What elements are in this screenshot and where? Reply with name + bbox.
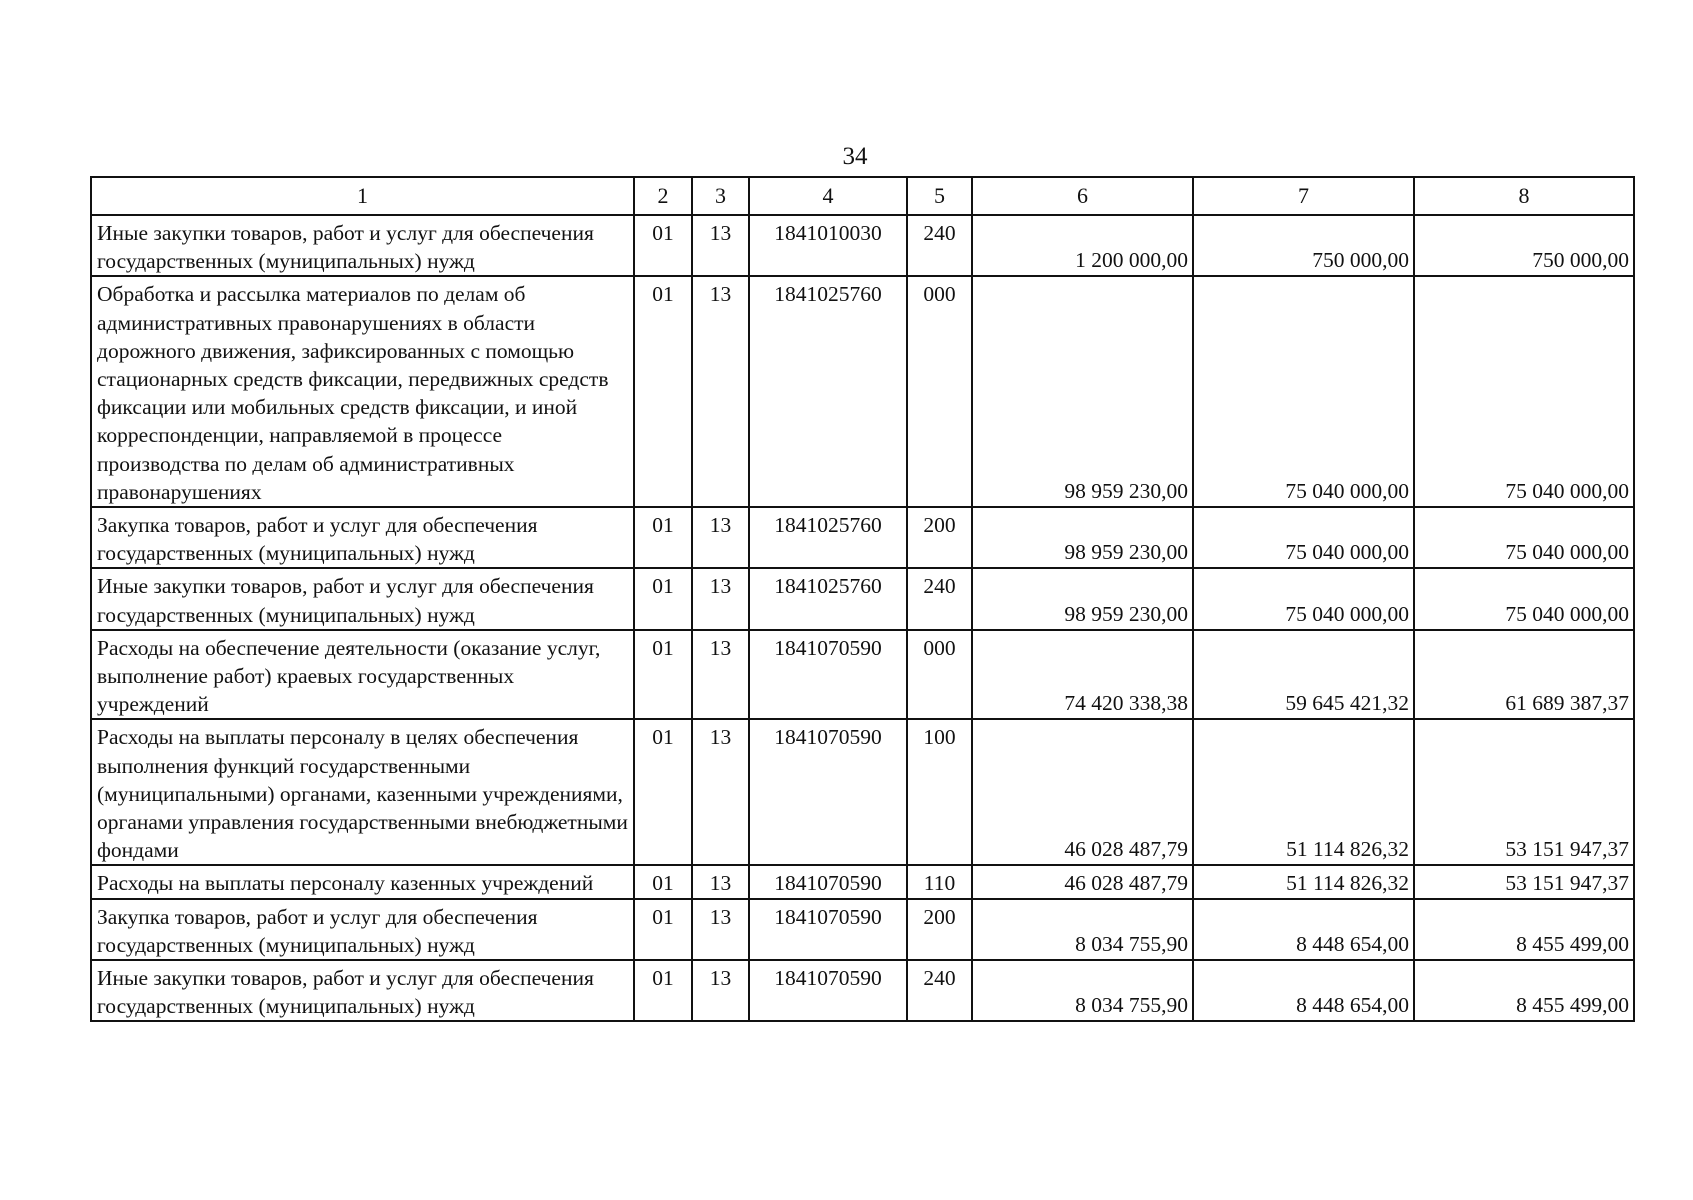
expense-name: Иные закупки товаров, работ и услуг для обеспечения государственных (муниципальных) нужд <box>91 960 634 1021</box>
amount-col6: 8 034 755,90 <box>972 960 1193 1021</box>
section-code: 01 <box>634 507 692 568</box>
table-row <box>91 568 1634 629</box>
amount-col7: 750 000,00 <box>1193 215 1414 276</box>
subsection-code: 13 <box>692 865 749 898</box>
section-code: 01 <box>634 276 692 507</box>
target-article-code: 1841025760 <box>749 276 907 507</box>
table-row <box>91 899 1634 960</box>
target-article-code: 1841070590 <box>749 960 907 1021</box>
amount-col6: 1 200 000,00 <box>972 215 1193 276</box>
amount-col6: 98 959 230,00 <box>972 568 1193 629</box>
amount-col8: 8 455 499,00 <box>1414 899 1634 960</box>
section-code: 01 <box>634 630 692 720</box>
subsection-code: 13 <box>692 568 749 629</box>
amount-col6: 46 028 487,79 <box>972 865 1193 898</box>
expense-name: Закупка товаров, работ и услуг для обеспечения государственных (муниципальных) нужд <box>91 507 634 568</box>
target-article-code: 1841025760 <box>749 568 907 629</box>
table-row <box>91 719 1634 865</box>
target-article-code: 1841070590 <box>749 899 907 960</box>
table-row <box>91 507 1634 568</box>
table-row <box>91 960 1634 1021</box>
expense-name: Расходы на выплаты персоналу казенных учреждений <box>91 865 634 898</box>
table-row <box>91 630 1634 720</box>
expense-type-code: 000 <box>907 630 972 720</box>
expense-type-code: 110 <box>907 865 972 898</box>
subsection-code: 13 <box>692 719 749 865</box>
amount-col8: 53 151 947,37 <box>1414 865 1634 898</box>
column-header: 2 <box>634 177 692 215</box>
expense-name: Обработка и рассылка материалов по делам об административных правонарушениях в области дорожного движения, зафиксированных с помощью стационарных средств фиксации, передвижных средств фиксации или мобильных средств фиксации, и иной корреспонденции, направляемой в процессе производства по делам об административных правонарушениях <box>91 276 634 507</box>
table-row <box>91 215 1634 276</box>
section-code: 01 <box>634 865 692 898</box>
target-article-code: 1841070590 <box>749 630 907 720</box>
amount-col8: 75 040 000,00 <box>1414 568 1634 629</box>
subsection-code: 13 <box>692 215 749 276</box>
section-code: 01 <box>634 568 692 629</box>
amount-col6: 8 034 755,90 <box>972 899 1193 960</box>
column-header: 4 <box>749 177 907 215</box>
amount-col7: 8 448 654,00 <box>1193 899 1414 960</box>
target-article-code: 1841010030 <box>749 215 907 276</box>
section-code: 01 <box>634 899 692 960</box>
amount-col7: 75 040 000,00 <box>1193 276 1414 507</box>
column-header: 3 <box>692 177 749 215</box>
column-header: 5 <box>907 177 972 215</box>
table-header-row <box>91 177 1634 215</box>
expense-name: Расходы на обеспечение деятельности (оказание услуг, выполнение работ) краевых государственных учреждений <box>91 630 634 720</box>
target-article-code: 1841070590 <box>749 865 907 898</box>
amount-col7: 59 645 421,32 <box>1193 630 1414 720</box>
amount-col8: 61 689 387,37 <box>1414 630 1634 720</box>
table-row <box>91 276 1634 507</box>
expense-type-code: 240 <box>907 960 972 1021</box>
amount-col8: 750 000,00 <box>1414 215 1634 276</box>
amount-col8: 75 040 000,00 <box>1414 276 1634 507</box>
amount-col7: 75 040 000,00 <box>1193 507 1414 568</box>
amount-col6: 98 959 230,00 <box>972 276 1193 507</box>
subsection-code: 13 <box>692 960 749 1021</box>
column-header: 1 <box>91 177 634 215</box>
expense-type-code: 100 <box>907 719 972 865</box>
expense-type-code: 240 <box>907 215 972 276</box>
page-number: 34 <box>842 143 868 170</box>
amount-col6: 74 420 338,38 <box>972 630 1193 720</box>
amount-col7: 51 114 826,32 <box>1193 719 1414 865</box>
expense-name: Расходы на выплаты персоналу в целях обеспечения выполнения функций государственными (муниципальными) органами, казенными учреждениями, органами управления государственными внебюджетными фондами <box>91 719 634 865</box>
expense-name: Закупка товаров, работ и услуг для обеспечения государственных (муниципальных) нужд <box>91 899 634 960</box>
subsection-code: 13 <box>692 630 749 720</box>
expense-type-code: 000 <box>907 276 972 507</box>
section-code: 01 <box>634 215 692 276</box>
target-article-code: 1841025760 <box>749 507 907 568</box>
amount-col6: 98 959 230,00 <box>972 507 1193 568</box>
section-code: 01 <box>634 719 692 865</box>
amount-col8: 53 151 947,37 <box>1414 719 1634 865</box>
amount-col7: 51 114 826,32 <box>1193 865 1414 898</box>
column-header: 7 <box>1193 177 1414 215</box>
budget-table <box>90 176 1635 1022</box>
expense-name: Иные закупки товаров, работ и услуг для обеспечения государственных (муниципальных) нужд <box>91 568 634 629</box>
subsection-code: 13 <box>692 276 749 507</box>
section-code: 01 <box>634 960 692 1021</box>
amount-col8: 8 455 499,00 <box>1414 960 1634 1021</box>
expense-type-code: 200 <box>907 507 972 568</box>
amount-col7: 75 040 000,00 <box>1193 568 1414 629</box>
expense-type-code: 200 <box>907 899 972 960</box>
target-article-code: 1841070590 <box>749 719 907 865</box>
table-row <box>91 865 1634 898</box>
expense-name: Иные закупки товаров, работ и услуг для обеспечения государственных (муниципальных) нужд <box>91 215 634 276</box>
column-header: 8 <box>1414 177 1634 215</box>
amount-col7: 8 448 654,00 <box>1193 960 1414 1021</box>
expense-type-code: 240 <box>907 568 972 629</box>
subsection-code: 13 <box>692 899 749 960</box>
amount-col8: 75 040 000,00 <box>1414 507 1634 568</box>
subsection-code: 13 <box>692 507 749 568</box>
amount-col6: 46 028 487,79 <box>972 719 1193 865</box>
column-header: 6 <box>972 177 1193 215</box>
